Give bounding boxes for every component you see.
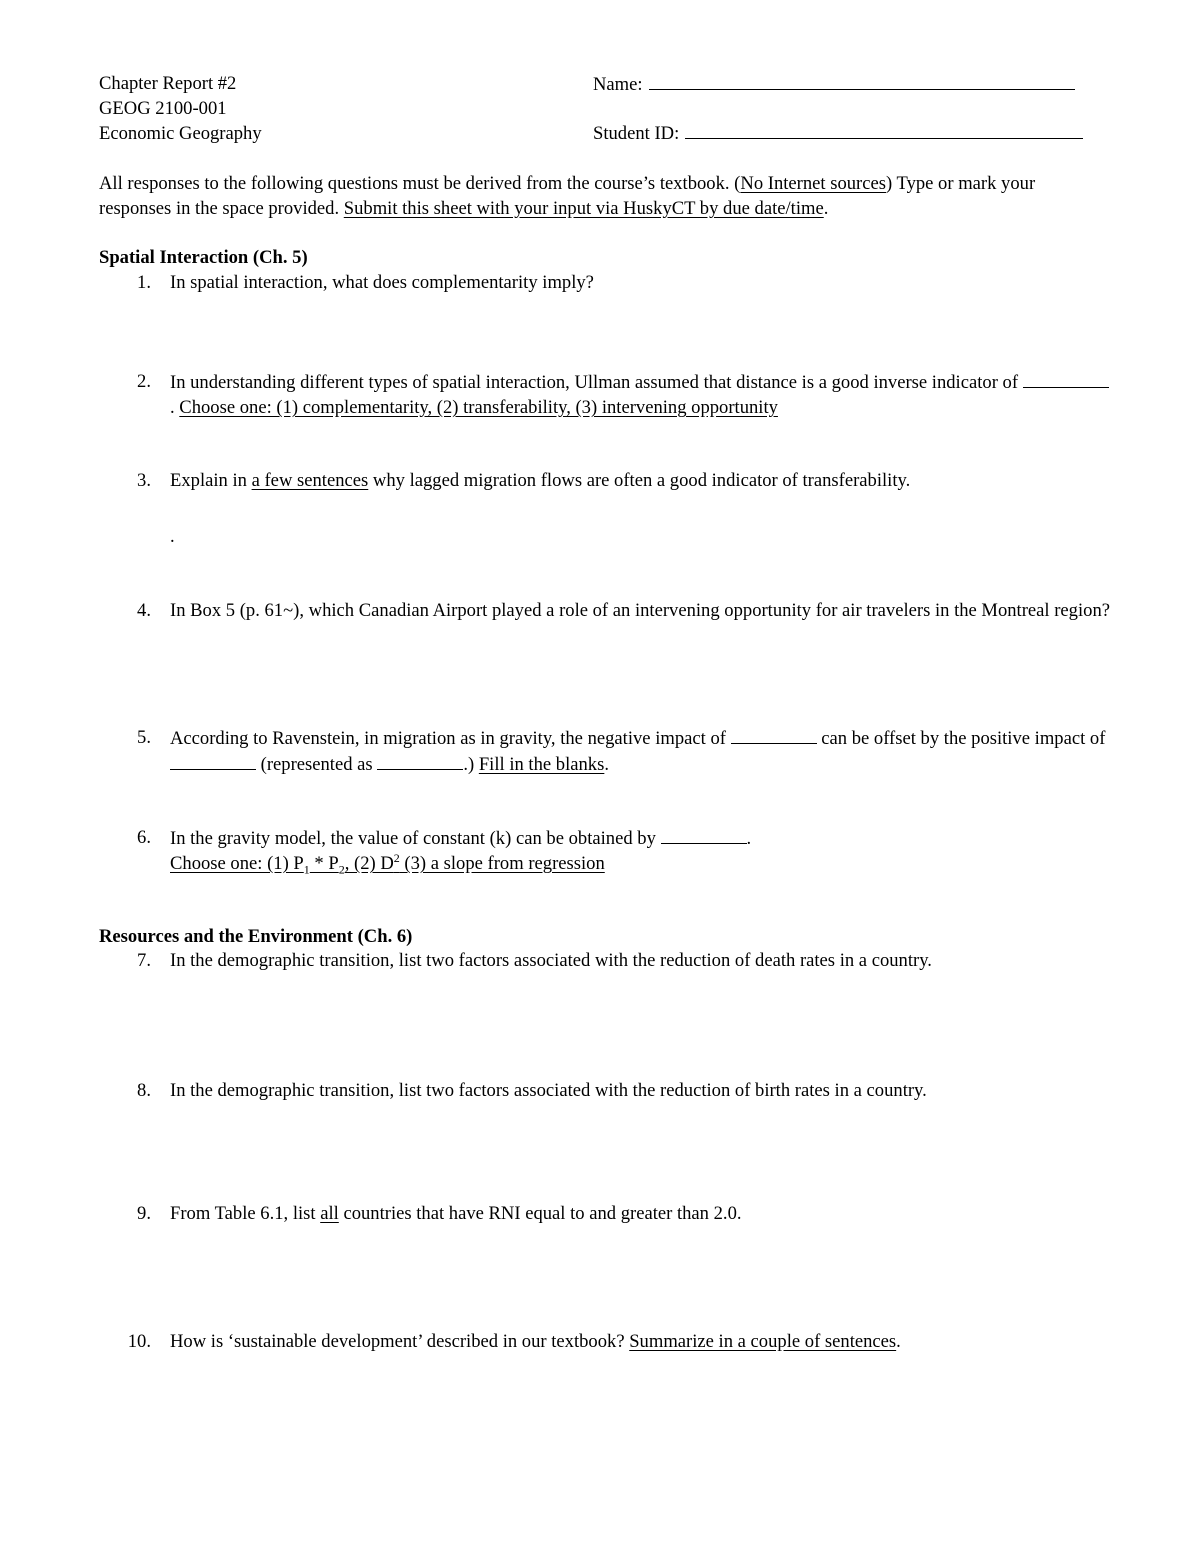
report-title: Chapter Report #2 [99,73,237,94]
answer-blank[interactable] [1023,369,1109,388]
q5-text-a: According to Ravenstein, in migration as in gravity, the negative impact of [170,728,731,749]
question-number: 7. [137,950,151,971]
question-text [170,369,1110,420]
name-label: Name: [593,74,643,95]
question-text: In the demographic transition, list two factors associated with the reduction of birth rates in a country. [170,1080,927,1101]
instructions-text-2: ) Type or mark your responses in the space provided. [99,173,1036,219]
q3-text-b: why lagged migration flows are often a good indicator of transferability. [368,470,911,491]
q3-text-a: Explain in [170,470,252,491]
question-text [170,1201,1110,1226]
q6-star: * P [309,853,339,874]
instructions-text: All responses to the following questions must be derived from the course’s textbook. ( [99,173,741,194]
section-heading-resources-environment: Resources and the Environment (Ch. 6) [99,926,413,947]
q10-summarize: Summarize in a couple of sentences [629,1331,897,1352]
answer-blank-3[interactable] [377,751,463,770]
instructions [99,171,1109,221]
q6-choice-a: Choose one: (1) P [170,853,304,874]
student-id-blank[interactable] [685,120,1083,139]
question-number: 8. [137,1080,151,1101]
report-header [99,71,262,146]
question-text [170,725,1110,777]
student-id-field[interactable] [593,120,1083,146]
name-blank[interactable] [649,71,1075,90]
question-number: 5. [137,727,151,748]
question-number: 1. [137,272,151,293]
answer-blank-1[interactable] [731,725,817,744]
course-name: Economic Geography [99,123,262,144]
stray-dot: . [170,526,175,547]
q5-text-c: (represented as [256,754,378,775]
question-text: In spatial interaction, what does complementarity imply? [170,272,594,293]
question-text: In the demographic transition, list two factors associated with the reduction of death rates in a country. [170,950,932,971]
q6-sub1: 1 [303,862,310,877]
q5-text-d: .) [463,754,479,775]
q9-all: all [320,1203,339,1224]
submit-note: Submit this sheet with your input via HuskyCT by due date/time [343,198,824,219]
question-text [170,468,1110,493]
q6-sub2: 2 [338,862,345,877]
question-number: 3. [137,470,151,491]
q9-text-a: From Table 6.1, list [170,1203,321,1224]
q10-text-a: How is ‘sustainable development’ described in our textbook? [170,1331,630,1352]
q2-text-b: . [170,397,180,418]
student-id-label: Student ID: [593,123,680,144]
question-number: 2. [137,371,151,392]
q6-choice-b: , (2) D [344,853,394,874]
question-text [170,1329,1110,1354]
q6-choice-c: (3) a slope from regression [399,853,605,874]
q6-text-a: In the gravity model, the value of constant (k) can be obtained by [170,828,661,849]
q10-end: . [896,1331,901,1352]
q2-choices: Choose one: (1) complementarity, (2) transferability, (3) intervening opportunity [179,397,778,418]
course-code: GEOG 2100-001 [99,98,227,119]
q3-few-sentences: a few sentences [251,470,369,491]
section-heading-spatial-interaction: Spatial Interaction (Ch. 5) [99,247,308,268]
q6-sup: 2 [393,850,400,865]
answer-blank[interactable] [661,825,747,844]
q5-fill-blanks: Fill in the blanks [478,754,605,775]
question-number: 9. [137,1203,151,1224]
question-number: 4. [137,600,151,621]
question-number: 10. [127,1331,151,1352]
name-field[interactable] [593,71,1075,97]
question-text [170,825,1110,876]
q9-text-b: countries that have RNI equal to and greater than 2.0. [338,1203,742,1224]
question-number: 6. [137,827,151,848]
answer-blank-2[interactable] [170,751,256,770]
instructions-end: . [823,198,829,219]
question-text: In Box 5 (p. 61~), which Canadian Airport played a role of an intervening opportunity for air travelers in the Montreal region? [170,600,1110,621]
q6-text-b: . [746,828,752,849]
q2-text-a: In understanding different types of spatial interaction, Ullman assumed that distance is a good inverse indicator of [170,372,1023,393]
q5-end: . [604,754,609,775]
q6-choices [170,850,605,877]
no-internet-note: No Internet sources [740,173,886,194]
q5-text-b: can be offset by the positive impact of [816,728,1106,749]
